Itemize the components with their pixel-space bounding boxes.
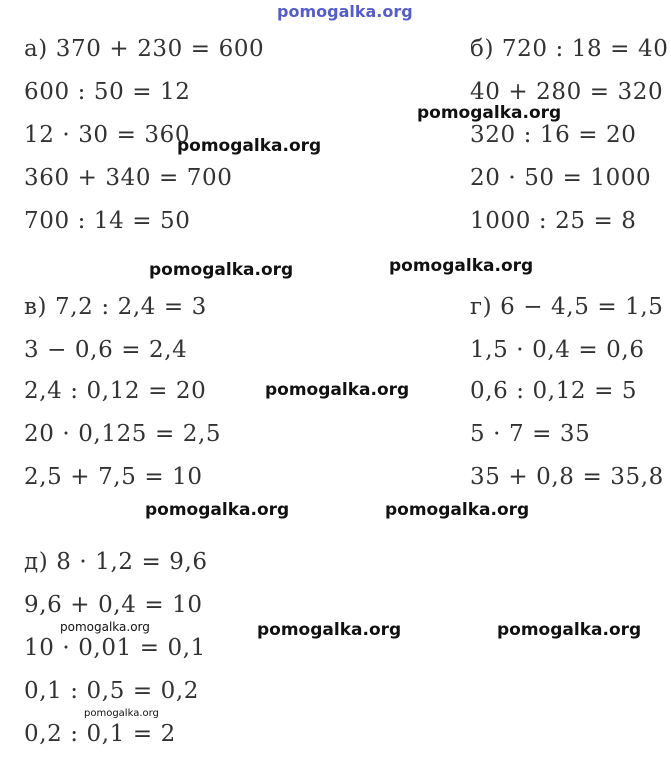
watermark: pomogalka.org bbox=[265, 380, 410, 400]
watermark: pomogalka.org bbox=[257, 620, 402, 640]
equation-line: 320 : 16 = 20 bbox=[470, 122, 637, 148]
watermark: pomogalka.org bbox=[177, 136, 322, 156]
equation-line: 1000 : 25 = 8 bbox=[470, 208, 637, 234]
equation-line: 0,6 : 0,12 = 5 bbox=[470, 378, 638, 404]
equation-line: 0,2 : 0,1 = 2 bbox=[24, 721, 176, 747]
equation-line: а) 370 + 230 = 600 bbox=[24, 36, 265, 62]
equation-line: 35 + 0,8 = 35,8 bbox=[470, 464, 664, 490]
watermark: pomogalka.org bbox=[60, 620, 150, 634]
watermark: pomogalka.org bbox=[497, 620, 642, 640]
watermark: pomogalka.org bbox=[84, 708, 159, 719]
equation-line: д) 8 · 1,2 = 9,6 bbox=[24, 549, 208, 575]
equation-line: 700 : 14 = 50 bbox=[24, 208, 191, 234]
equation-line: 10 · 0,01 = 0,1 bbox=[24, 635, 206, 661]
equation-line: 40 + 280 = 320 bbox=[470, 79, 664, 105]
watermark: pomogalka.org bbox=[389, 256, 534, 276]
watermark: pomogalka.org bbox=[149, 260, 294, 280]
equation-line: 360 + 340 = 700 bbox=[24, 165, 233, 191]
header-watermark: pomogalka.org bbox=[277, 2, 413, 21]
equation-line: 1,5 · 0,4 = 0,6 bbox=[470, 337, 645, 363]
equation-line: 0,1 : 0,5 = 0,2 bbox=[24, 678, 199, 704]
watermark: pomogalka.org bbox=[417, 103, 562, 123]
equation-line: 20 · 0,125 = 2,5 bbox=[24, 421, 222, 447]
equation-line: 3 − 0,6 = 2,4 bbox=[24, 337, 188, 363]
equation-line: г) 6 − 4,5 = 1,5 bbox=[470, 294, 664, 320]
equation-line: 600 : 50 = 12 bbox=[24, 79, 191, 105]
watermark: pomogalka.org bbox=[385, 500, 530, 520]
equation-line: 9,6 + 0,4 = 10 bbox=[24, 592, 203, 618]
equation-line: 2,5 + 7,5 = 10 bbox=[24, 464, 203, 490]
equation-line: в) 7,2 : 2,4 = 3 bbox=[24, 294, 207, 320]
equation-line: 12 · 30 = 360 bbox=[24, 122, 191, 148]
equation-line: 20 · 50 = 1000 bbox=[470, 165, 652, 191]
equation-line: 5 · 7 = 35 bbox=[470, 421, 591, 447]
watermark: pomogalka.org bbox=[145, 500, 290, 520]
equation-line: 2,4 : 0,12 = 20 bbox=[24, 378, 207, 404]
equation-line: б) 720 : 18 = 40 bbox=[470, 36, 669, 62]
